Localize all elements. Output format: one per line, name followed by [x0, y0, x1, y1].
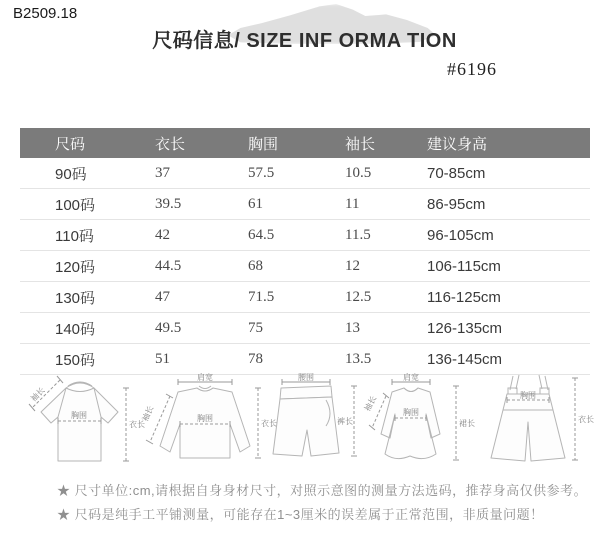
header-cell: 袖长	[345, 135, 376, 153]
label-chest: 胸围	[197, 414, 213, 423]
value-cell: 78	[248, 350, 263, 367]
size-cell: 140码	[55, 320, 96, 338]
table-row	[20, 251, 590, 282]
value-cell: 86-95cm	[427, 195, 486, 213]
value-cell: 136-145cm	[427, 350, 503, 368]
value-cell: 44.5	[155, 257, 182, 274]
size-cell: 90码	[55, 165, 87, 183]
label-sleeve-length: 袖长	[362, 394, 379, 413]
table-row	[20, 344, 590, 375]
value-cell: 70-85cm	[427, 164, 486, 182]
label-sleeve-length: 袖长	[140, 404, 156, 423]
diagram-dress	[362, 372, 483, 472]
header-cell: 胸围	[248, 135, 279, 153]
value-cell: 13	[345, 319, 360, 336]
diagram-overalls	[483, 372, 594, 472]
label-garment-length: 衣长	[129, 420, 145, 429]
diagram-long-sleeve-top	[138, 372, 277, 472]
size-cell: 150码	[55, 351, 96, 369]
value-cell: 39.5	[155, 195, 182, 212]
value-cell: 64.5	[248, 226, 275, 243]
notes	[57, 479, 587, 527]
value-cell: 12	[345, 257, 360, 274]
product-code: B2509.18	[13, 5, 78, 22]
value-cell: 12.5	[345, 288, 372, 305]
value-cell: 61	[248, 195, 263, 212]
label-shoulder-width: 肩宽	[403, 373, 419, 382]
diagram-short-sleeve-tee	[18, 372, 145, 472]
value-cell: 96-105cm	[427, 226, 494, 244]
value-cell: 37	[155, 164, 170, 181]
label-dress-length: 裙长	[459, 419, 475, 428]
model-number: #6196	[447, 59, 497, 79]
size-cell: 110码	[55, 227, 94, 245]
table-row	[20, 158, 590, 189]
value-cell: 13.5	[345, 350, 372, 367]
label-sleeve-length: 袖长	[29, 385, 47, 404]
value-cell: 106-115cm	[427, 257, 501, 275]
value-cell: 47	[155, 288, 170, 305]
table-body	[20, 158, 590, 375]
value-cell: 71.5	[248, 288, 275, 305]
header-cell: 建议身高	[427, 135, 488, 153]
value-cell: 49.5	[155, 319, 182, 336]
label-chest: 胸围	[520, 391, 536, 400]
value-cell: 42	[155, 226, 170, 243]
table-row	[20, 313, 590, 344]
diagram-shorts	[268, 372, 368, 472]
measurement-diagrams	[18, 372, 593, 475]
note-line: ★ 尺寸单位:cm,请根据自身身材尺寸，对照示意图的测量方法选码，推荐身高仅供参考。	[57, 483, 588, 498]
header-cell: 尺码	[55, 135, 86, 153]
value-cell: 10.5	[345, 164, 372, 181]
size-cell: 100码	[55, 196, 96, 214]
label-garment-length: 衣长	[578, 415, 594, 424]
value-cell: 68	[248, 257, 263, 274]
label-shoulder-width: 肩宽	[197, 373, 213, 382]
table-row	[20, 282, 590, 313]
note-line: ★ 尺码是纯手工平铺测量，可能存在1~3厘米的误差属于正常范围，非质量问题！	[57, 507, 544, 522]
value-cell: 126-135cm	[427, 319, 503, 337]
label-chest: 胸围	[71, 411, 87, 420]
table-row	[20, 189, 590, 220]
page-title: 尺码信息/ SIZE INF ORMA TION	[152, 30, 457, 52]
label-pants-length: 裤长	[337, 417, 353, 426]
value-cell: 51	[155, 350, 170, 367]
header-cell: 衣长	[155, 135, 186, 153]
label-waist: 腰围	[298, 373, 314, 382]
value-cell: 116-125cm	[427, 288, 501, 306]
value-cell: 11.5	[345, 226, 371, 243]
value-cell: 11	[345, 195, 360, 212]
value-cell: 75	[248, 319, 263, 336]
label-chest: 胸围	[403, 408, 419, 417]
table-row	[20, 220, 590, 251]
size-table	[20, 128, 590, 375]
table-header-row	[20, 128, 590, 158]
size-cell: 120码	[55, 258, 96, 276]
size-cell: 130码	[55, 289, 96, 307]
label-garment-length: 衣长	[261, 419, 277, 428]
value-cell: 57.5	[248, 164, 275, 181]
